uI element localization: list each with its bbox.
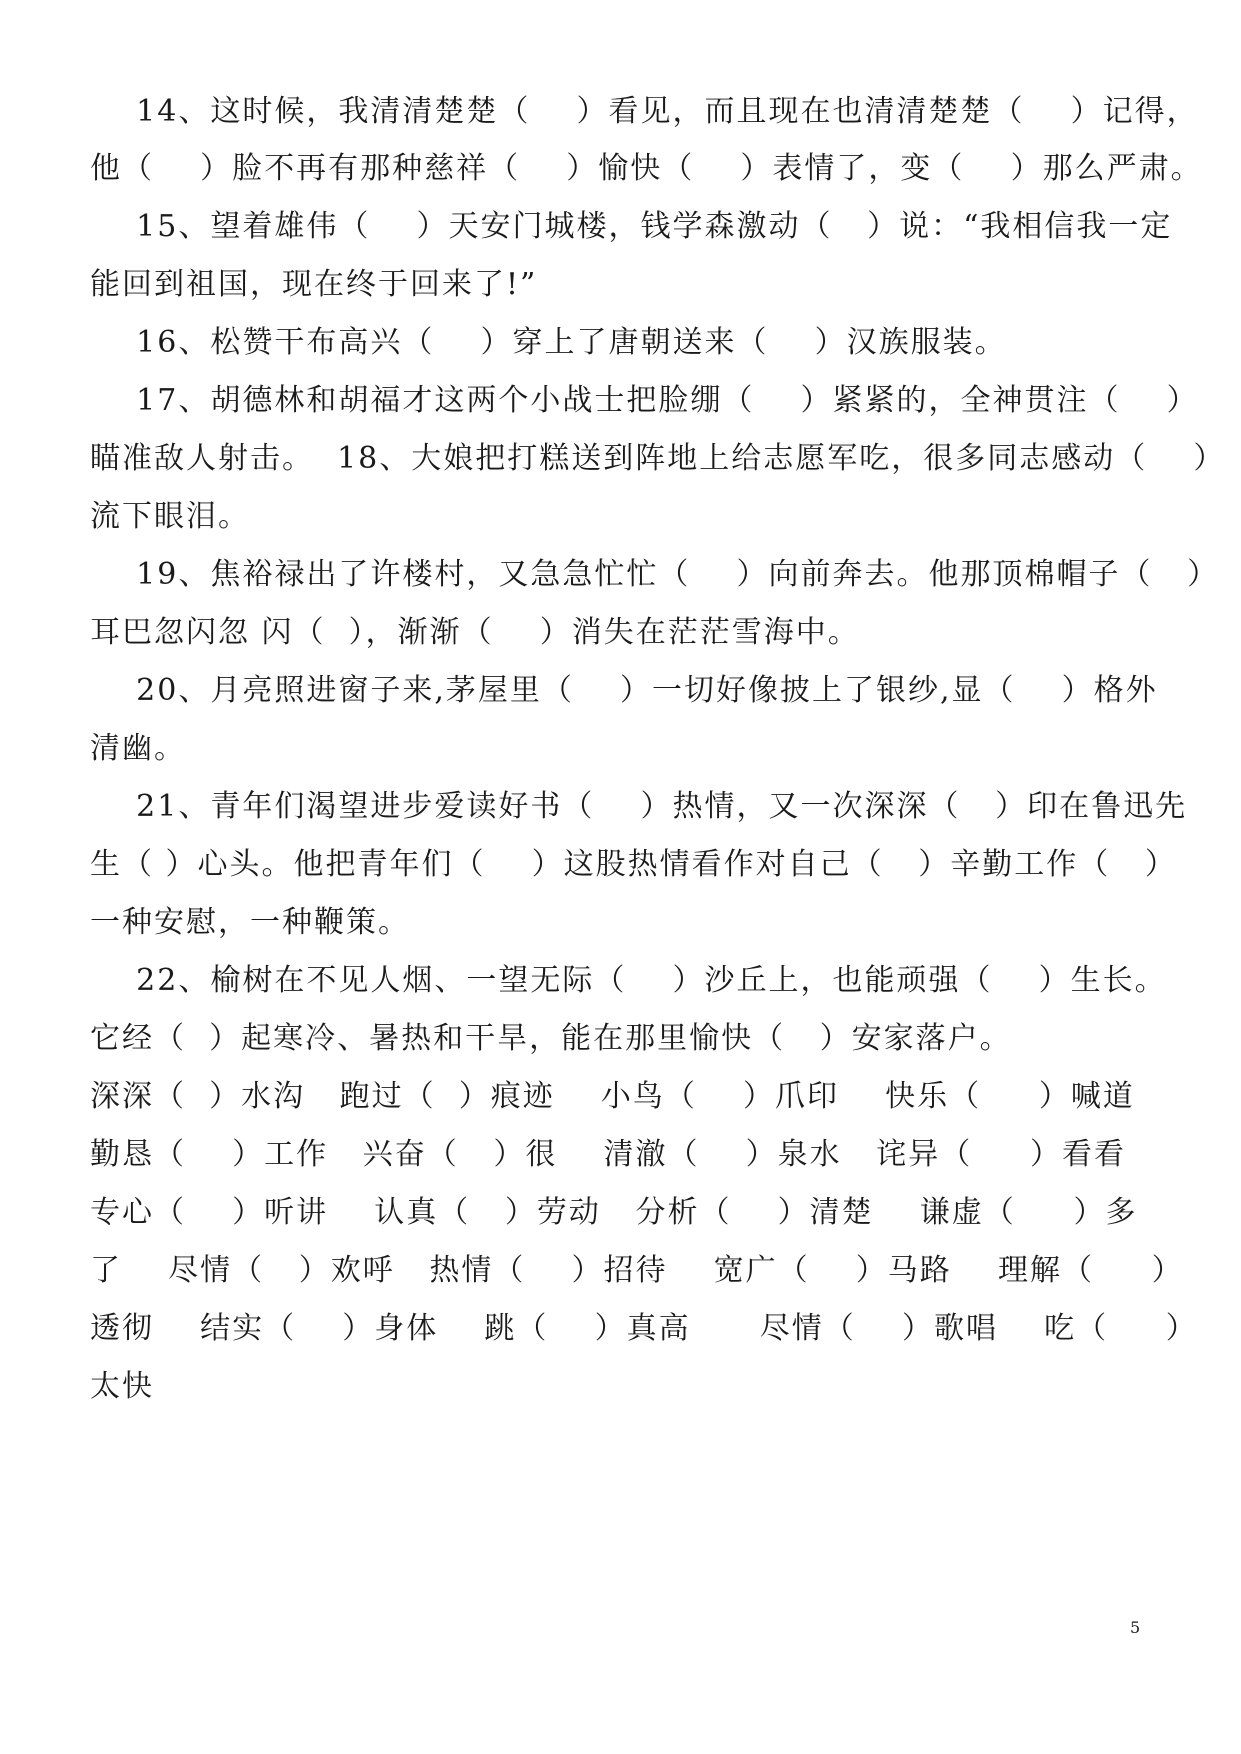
text-line: 专心（ ）听讲 认真（ ）劳动 分析（ ）清楚 谦虚（ ）多 (90, 1195, 1138, 1230)
text-line: 勤恳（ ）工作 兴奋（ ）很 清澈（ ）泉水 诧异（ ）看看 (90, 1137, 1126, 1172)
text-line: 16、松赞干布高兴（ ）穿上了唐朝送来（ ）汉族服装。 (90, 325, 1007, 360)
text-line: 耳巴忽闪忽 闪（ ），渐渐（ ）消失在茫茫雪海中。 (90, 615, 860, 650)
text-line: 22、榆树在不见人烟、一望无际（ ）沙丘上，也能顽强（ ）生长。 (90, 963, 1167, 998)
text-line: 15、望着雄伟（ ）天安门城楼，钱学森激动（ ）说：“我相信我一定 (90, 209, 1173, 244)
text-line: 太快 (90, 1369, 154, 1404)
text-line: 能回到祖国，现在终于回来了!” (90, 267, 538, 302)
text-line: 流下眼泪。 (90, 499, 250, 534)
text-line: 了 尽情（ ）欢呼 热情（ ）招待 宽广（ ）马路 理解（ ） (90, 1253, 1184, 1288)
text-line: 19、焦裕禄出了许楼村，又急急忙忙（ ）向前奔去。他那顶棉帽子（ ） (90, 557, 1220, 592)
text-line: 瞄准敌人射击。 18、大娘把打糕送到阵地上给志愿军吃，很多同志感动（ ） (90, 441, 1226, 476)
text-line: 21、青年们渴望进步爱读好书（ ）热情，又一次深深（ ）印在鲁迅先 (90, 789, 1188, 824)
text-line: 清幽。 (90, 731, 186, 766)
text-line: 透彻 结实（ ）身体 跳（ ）真高 尽情（ ）歌唱 吃（ ） (90, 1311, 1198, 1346)
text-line: 一种安慰，一种鞭策。 (90, 905, 410, 940)
text-line: 它经（ ）起寒冷、暑热和干旱，能在那里愉快（ ）安家落户。 (90, 1021, 1012, 1056)
text-line: 生（ ）心头。他把青年们（ ）这股热情看作对自己（ ）辛勤工作（ ） (90, 847, 1177, 882)
text-line: 20、月亮照进窗子来,茅屋里（ ）一切好像披上了银纱,显（ ）格外 (90, 673, 1158, 708)
page-number: 5 (1130, 1618, 1141, 1637)
text-line: 深深（ ）水沟 跑过（ ）痕迹 小鸟（ ）爪印 快乐（ ）喊道 (90, 1079, 1135, 1114)
text-line: 他（ ）脸不再有那种慈祥（ ）愉快（ ）表情了，变（ ）那么严肃。 (90, 151, 1203, 186)
text-line: 14、这时候，我清清楚楚（ ）看见，而且现在也清清楚楚（ ）记得， (90, 94, 1199, 129)
text-line: 17、胡德林和胡福才这两个小战士把脸绷（ ）紧紧的，全神贯注（ ） (90, 383, 1199, 418)
